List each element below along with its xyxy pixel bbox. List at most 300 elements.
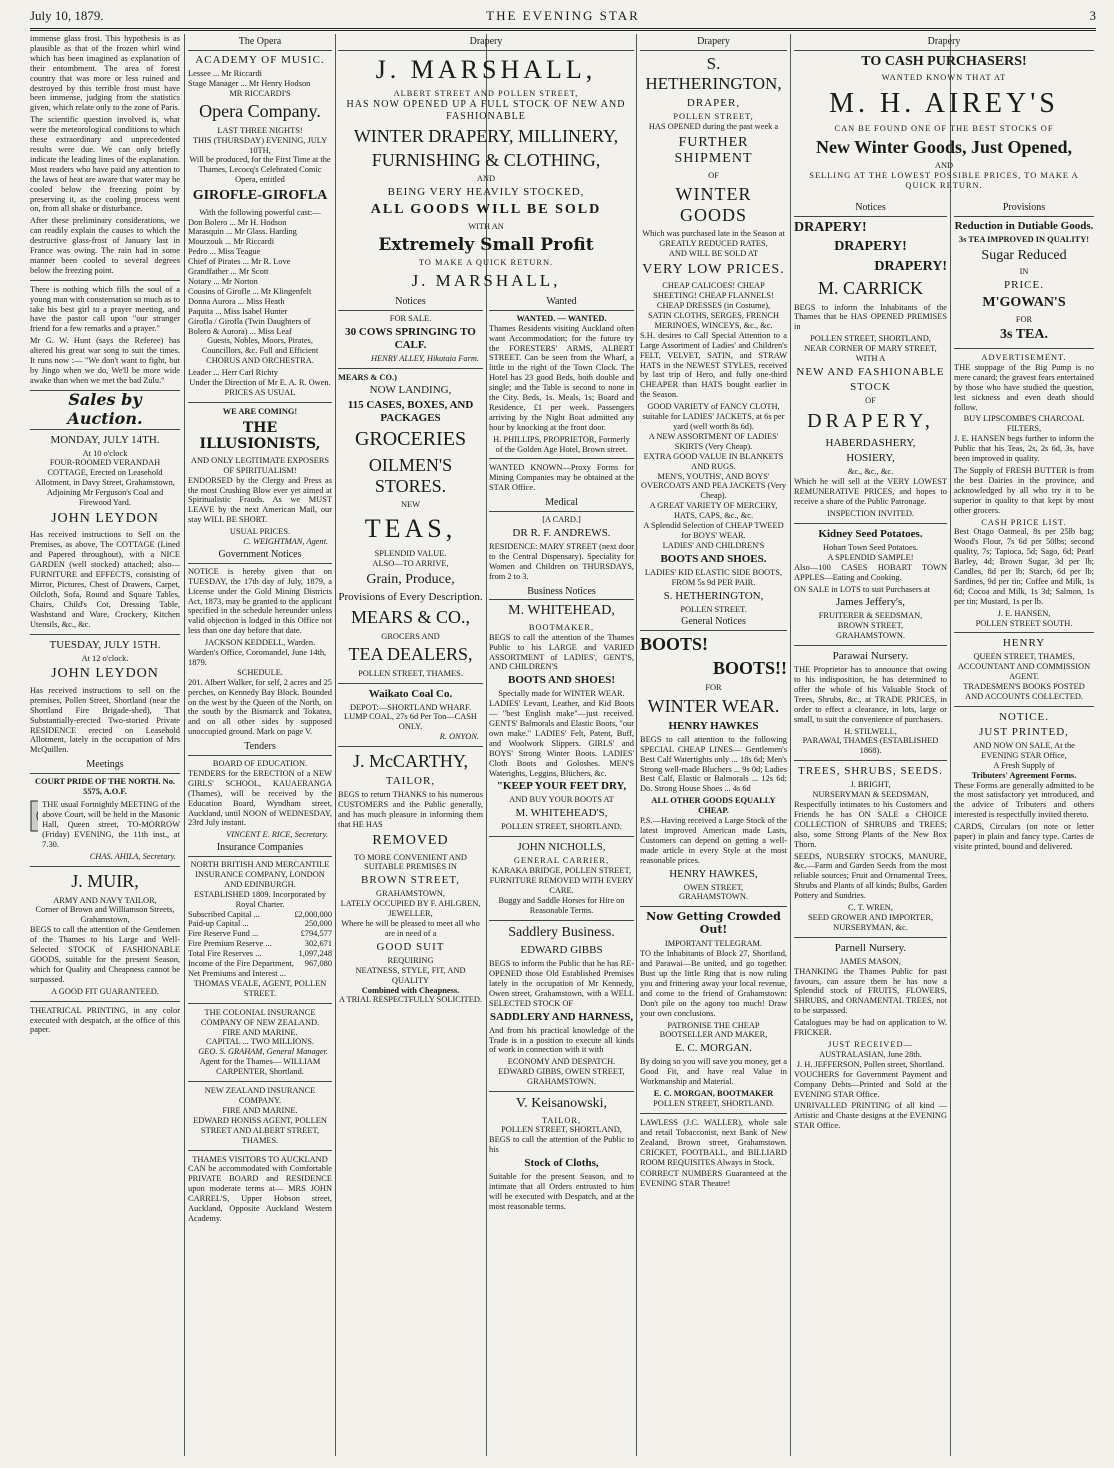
ad-headline: BROWN STREET,	[361, 874, 460, 887]
column-2	[188, 34, 332, 1458]
advertiser-name: E. C. MORGAN, BOOTMAKER	[653, 1089, 774, 1099]
advertiser-name: J. BRIGHT,	[850, 780, 891, 790]
ad-text: Catalogues may be had on application to W. FRICKER.	[794, 1018, 947, 1038]
ad-text: Which he will sell at the VERY LOWEST REMUNERATIVE PRICES, and hopes to receive a share of the Public Patronage.	[794, 477, 947, 507]
ad-text: A Splendid Selection of CHEAP TWEED for BOYS' WEAR.	[643, 521, 784, 540]
capital-value: 302,671	[304, 939, 332, 949]
ad-text: IMPORTANT TELEGRAM.	[664, 939, 763, 949]
column-6	[954, 200, 1094, 1458]
capital-row	[188, 919, 332, 929]
column-rule	[335, 34, 336, 1456]
advertiser-name: S. HETHERINGTON,	[663, 589, 764, 602]
ad-text: THEATRICAL PRINTING, in any color executed with despatch, at the office of this paper.	[30, 1005, 180, 1035]
ad-headline: "KEEP YOUR FEET DRY,	[496, 780, 627, 793]
ad-headline: NEW AND FASHIONABLE	[796, 366, 945, 379]
ad-heading: FOR SALE.	[389, 313, 432, 323]
advertiser-trade: TAILOR,	[541, 1115, 582, 1125]
cast-entry: Grandfather ... Mr Scott	[188, 267, 269, 277]
advertiser-name: J. McCARTHY,	[352, 751, 469, 772]
section-heading: Sales by Auction.	[30, 390, 180, 430]
insurance-type: FIRE AND MARINE.	[222, 1027, 298, 1037]
ad-headline: STOCK	[850, 380, 891, 393]
ad-text: LADIES' AND CHILDREN'S	[662, 540, 765, 550]
ad-headline: HOSIERY,	[846, 452, 895, 465]
capital-value: £2,000,000	[294, 909, 332, 919]
masthead	[30, 8, 1096, 31]
advertiser-name: M. WHITEHEAD,	[508, 603, 615, 619]
ad-text: LADIES' Levant, Leather, and Kid Boots— "best English make"—just received. GENTS' Balmorals and Elastic Boots, "our own make." LADIES' Felt, Patent, Buff, and Woolwork Slippers. GIRLS' and BOYS' Strong Winter Boots. LADIES' Cloth Boots and Goloshes. MEN'S Waterights, Leggins, Blüchers, &c.	[489, 699, 634, 778]
ad-text: BEGS to call the attention of the Gentlemen of the Thames to his Large and Well-Selected STOCK of FASHIONABLE GOODS, suitable for the present Season, which for Quality and Cheapness cannot be surpassed.	[30, 925, 180, 984]
ad-text: S.H. desires to Call Special Attention to a Large Assortment of Ladies' and Children's FELT, VELVET, SATIN, and STRAW HATS in the NEWEST STYLES, received by last trip of Hero, and fully one-third CHEAPER than HATS bought earlier in the Season.	[640, 330, 787, 400]
cast-entry: Donna Aurora ... Miss Heath	[188, 296, 285, 306]
ad-text: WANTED KNOWN—Proxy Forms for Mining Companies may be obtained at the STAR Office.	[489, 463, 634, 493]
capital-label: Fire Reserve Fund ...	[188, 929, 259, 939]
divider	[489, 836, 634, 837]
section-heading: Wanted	[489, 294, 634, 311]
divider	[188, 1003, 332, 1004]
sale-description: FOUR-ROOMED VERANDAH COTTAGE, Erected on Leasehold Allotment, in Davy Street, Grahamstown, Adjoining Mr Ferguson's Coal and Firewood Yard.	[35, 458, 175, 508]
advertiser-name: MEARS & CO.,	[350, 607, 471, 628]
ad-text: THE Proprietor has to announce that owing to his indisposition, he has determined to offer the whole of his Valuable Stock of Trees, Shrubs, &c., at TRADE PRICES, in order to effect a clearance, in lots, large or small, to suit the convenience of purchasers.	[794, 665, 947, 724]
capital-label: Subscribed Capital ...	[188, 909, 260, 919]
column-3a	[338, 294, 483, 1458]
cast-entry: Marasquin ... Mr Glass. Harding	[188, 227, 297, 237]
performance-text: Will be produced, for the First Time at the Thames, Lecocq's Celebrated Comic Opera, entitled	[189, 155, 331, 185]
divider	[489, 1091, 634, 1092]
column-rule	[950, 34, 951, 1456]
ad-headline: WINTER GOODS	[675, 183, 752, 225]
ad-text: SELLING AT THE LOWEST POSSIBLE PRICES, TO MAKE A QUICK RETURN.	[809, 171, 1079, 191]
ad-text: CHEAP CALICOES! CHEAP SHEETING! CHEAP FLANNELS!	[653, 281, 774, 301]
sale-time: At 10 o'clock	[82, 448, 128, 458]
section-heading: Notices	[794, 200, 947, 217]
advertiser-trade: GENERAL CARRIER,	[513, 856, 610, 866]
ad-tagline: A GOOD FIT GUARANTEED.	[51, 986, 159, 996]
ad-headline: Kidney Seed Potatoes.	[818, 527, 923, 540]
advertiser-address: POLLEN STREET, SHORTLAND,	[810, 334, 931, 344]
advertiser-trade: SEED GROWER AND IMPORTER, NURSERYMAN, &c.	[807, 912, 934, 932]
ad-text: FURNITURE REMOVED WITH EVERY CARE.	[489, 876, 634, 895]
ad-headline: GROCERIES	[354, 428, 467, 451]
ad-heading: NOTICE.	[998, 710, 1050, 723]
ad-text: CAN BE FOUND ONE OF THE BEST STOCKS OF	[834, 124, 1054, 134]
divider	[489, 458, 634, 459]
divider	[188, 1150, 332, 1151]
section-heading: General Notices	[640, 614, 787, 631]
capital-value: 967,080	[304, 959, 332, 969]
ad-headline: BOOTS AND SHOES.	[660, 552, 767, 565]
ad-text: WANTED KNOWN THAT AT	[881, 73, 1007, 83]
cast-entry: Mourzouk ... Mr Riccardi	[188, 237, 275, 247]
ad-headline: OILMEN'S STORES.	[368, 454, 453, 497]
ad-text: OF	[865, 395, 876, 405]
column-rule	[636, 34, 637, 1456]
agent-line: Agent for the Thames— WILLIAM CARPENTER, Shortland.	[199, 1057, 321, 1077]
ad-headline: Tributers' Agreement Forms.	[971, 770, 1077, 780]
cast-entry: Notary ... Mr Norton	[188, 277, 258, 287]
capital-label: Paid-up Capital ...	[188, 919, 249, 929]
ad-text: CAN be accommodated with Comfortable PRIVATE BOARD and RESIDENCE upon moderate terms at— MRS JOHN CARREL'S, Upper Hobson street, Auckland, Opposite Auckland Western Academy.	[188, 1164, 332, 1223]
ad-headline: 115 CASES, BOXES, AND PACKAGES	[347, 399, 474, 425]
ad-headline: TO CASH PURCHASERS!	[861, 53, 1027, 69]
advertiser-address: POLLEN STREET, THAMES.	[358, 668, 463, 678]
ad-text: THANKING the Thames Public for past favours, can assure them he has now a Splendid stock of FRUITS, FLOWERS, SHRUBS, and ORNAMENTAL TREES, not to be surpassed.	[794, 966, 947, 1016]
schedule-heading: SCHEDULE.	[237, 667, 283, 677]
advertiser-trade: FRUITERER & SEEDSMAN,	[818, 611, 923, 621]
column-4	[640, 34, 787, 1458]
ad-headline: FURNISHING & CLOTHING,	[371, 150, 601, 171]
ad-text: OF	[708, 170, 719, 180]
capital-row	[188, 910, 332, 920]
advertiser-address: KARAKA BRIDGE, POLLEN STREET,	[491, 866, 632, 876]
divider	[954, 706, 1094, 707]
advertiser-trade: ARMY AND NAVY TAILOR,	[53, 895, 157, 905]
advertiser-name: J. MUIR,	[71, 871, 139, 892]
advertiser-trade: TAILOR,	[385, 775, 436, 788]
ad-headline: BOOTS!	[640, 634, 709, 655]
ad-text: REQUIRING	[387, 955, 434, 965]
ad-heading: WE ARE COMING!	[222, 406, 298, 416]
ad-headline: Parnell Nursery.	[834, 941, 907, 954]
ad-text: BEGS to inform the Inhabitants of the Thames that he HAS OPENED PREMISES in	[794, 302, 947, 332]
sale-text: Has received instructions to sell on the premises, Pollen Street, Shortland (near the Shortland Fire Brigade-shed), That Substantially-erected Two-storied Private RESIDENCE erected on Leasehold Allotment, lately in the occupation of Mrs McQuillen.	[30, 685, 180, 755]
column-rule	[184, 34, 185, 1456]
divider	[794, 645, 947, 646]
ad-text: ON SALE in LOTS to suit Purchasers at	[794, 584, 931, 594]
signature: EDWARD GIBBS, OWEN STREET, GRAHAMSTOWN.	[498, 1067, 625, 1087]
section-heading: Tenders	[188, 739, 332, 756]
company-owner: MR RICCARDI'S	[229, 88, 291, 98]
divider	[489, 920, 634, 921]
ad-headline: New Winter Goods, Just Opened,	[815, 137, 1073, 158]
ad-text: BEGS to call the attention of the Public to his	[489, 1135, 634, 1155]
agent-line: THOMAS VEALE, AGENT, POLLEN STREET.	[193, 978, 327, 998]
cast-entry: Paquita ... Miss Isabel Hunter	[188, 306, 288, 316]
cast-entry: Pedro ... Miss Teague	[188, 247, 261, 257]
ad-headline: HABERDASHERY,	[825, 437, 916, 450]
divider	[954, 348, 1094, 349]
issue-date: July 10, 1879.	[30, 8, 104, 23]
ad-headline: Provisions of Every Description.	[338, 591, 483, 604]
advertiser-name: C. T. WREN,	[848, 903, 893, 913]
ad-text: Where he will be pleased to meet all who are in need of a	[341, 919, 480, 938]
capital-row	[188, 929, 332, 939]
capital-row	[188, 959, 332, 979]
ad-text: LATELY OCCUPIED BY F. AHLGREN, JEWELLER,	[340, 899, 481, 919]
ad-text: UNRIVALLED PRINTING of all kind —Artistic and Chaste designs at the EVENING STAR Office.	[794, 1101, 947, 1131]
ad-text: BEGS to call the attention of the Thames Public to his LARGE and VARIED ASSORTMENT of LADIES', GENT'S, AND CHILDREN'S	[489, 632, 634, 672]
advertiser-name: EDWARD GIBBS	[520, 944, 603, 957]
divider	[30, 866, 180, 867]
ad-text: A SPLENDID SAMPLE!	[827, 552, 914, 562]
advertiser-name: James Jeffery's,	[836, 596, 905, 609]
prices-note: PRICES AS USUAL	[224, 387, 296, 397]
divider	[188, 402, 332, 403]
advertiser-address: Corner of Brown and Williamson Streets, Grahamstown,	[35, 905, 175, 925]
notice-text: NOTICE is hereby given that on TUESDAY, the 17th day of July, 1879, a License under the Gold Mining Districts Act, 1873, may be granted to the applicant specified in the schedule hereunder unless valid objection is lodged in this Office not less than one day before that date.	[188, 566, 332, 636]
company-name: Opera Company.	[199, 101, 321, 122]
ad-heading: ADVERTISEMENT.	[981, 353, 1067, 362]
divider	[338, 683, 483, 684]
section-heading: Drapery	[338, 34, 634, 51]
signature: CHAS. AHILA, Secretary.	[89, 852, 176, 862]
section-heading: Government Notices	[188, 547, 332, 564]
advertiser-address: GRAHAMSTOWN.	[679, 892, 748, 902]
ad-text: By doing so you will save you money, get a Good Fit, and have real Value in Workmanship and Material.	[640, 1057, 787, 1087]
ad-headline: SADDLERY AND HARNESS,	[489, 1010, 634, 1023]
board-name: BOARD OF EDUCATION.	[212, 758, 308, 768]
ad-headline: TEA DEALERS,	[348, 644, 473, 665]
column-1	[30, 34, 180, 1458]
ad-text: CARDS, Circulars (on note or letter paper) in plain and fancy type. Cartes de visite printed, bound and delivered.	[954, 822, 1094, 851]
sale-date: MONDAY, JULY 14TH.	[50, 433, 160, 446]
ad-headline: Saddlery Business.	[508, 924, 615, 940]
meeting-notice	[30, 800, 180, 850]
ad-text: Suitable for the present Season, and to intimate that all Orders entrusted to him will be executed with Despatch, and at the most reasonable terms.	[489, 1172, 634, 1211]
column-5	[794, 200, 947, 1458]
signature: JACKSON KEDDELL, Warden.	[204, 638, 316, 648]
ad-text: AND NOW ON SALE, At the EVENING STAR Office,	[973, 740, 1075, 760]
ad-text: The Supply of FRESH BUTTER is from the best Dairies in the province, and acknowledged by all who try it to be superior in quality to that kept by most other grocers.	[954, 465, 1094, 515]
ad-headline: JUST PRINTED,	[979, 725, 1069, 738]
divider	[338, 746, 483, 747]
signature: H. PHILLIPS, PROPRIETOR, Formerly of the Golden Age Hotel, Brown street.	[493, 434, 630, 454]
ad-headline: BOOTS!!	[712, 658, 787, 679]
capital-label: Fire Premium Reserve ...	[188, 939, 272, 949]
cast-heading: With the following powerful cast:—	[199, 207, 321, 217]
capital-value: 250,000	[304, 919, 332, 929]
opera-title: GIROFLE-GIROFLA	[192, 188, 328, 204]
ad-text: Thames Residents visiting Auckland often want Accommodation; for the future try the FORESTERS' ARMS, ALBERT STREET. Can be seen from the Wharf, a little to the right of the Town Clock. The Hotel has 23 good Beds, both double and single; and the Table is second to none in the City. Beds, 1s. Meals, 1s; Board and Residence, £1 per week. Passengers arriving by the Night Boat admitted any hour by knocking at the front door.	[489, 323, 634, 432]
advertiser-name: Waikato Coal Co.	[368, 687, 453, 700]
ad-text: Buggy and Saddle Horses for Hire on Reasonable Terms.	[498, 895, 625, 915]
divider	[30, 634, 180, 635]
ad-headline: DRAPERY!	[794, 219, 867, 235]
ad-text: BEGS to return THANKS to his numerous CUSTOMERS and the Public generally, and has much pleasure in informing them that HE HAS	[338, 790, 483, 830]
divider	[954, 632, 1094, 633]
ad-text: Hobart Town Seed Potatoes.	[822, 542, 919, 552]
ad-headline: Extremely Small Profit	[378, 234, 594, 255]
ad-text: TO the Inhabitants of Block 27, Shortland, and Parawai—Be united, and go together. Bust up the little Ring that is now ruling you and frittering away your local revenue, and come to the friend of Grahamstown: Don't pile on the agony too much! Draw your own conclusions.	[640, 949, 787, 1018]
card-label: [A CARD.]	[542, 515, 581, 524]
credit-line: Leader ... Herr Carl Richty	[188, 368, 278, 378]
ad-headline: WINTER WEAR.	[647, 695, 780, 716]
ad-text: NEATNESS, STYLE, FIT, AND QUALITY	[355, 965, 466, 985]
ad-text: DEPOT:—SHORTLAND WHARF.	[349, 702, 472, 712]
ad-text: BEGS to call attention to the following SPECIAL CHEAP LINES— Gentlemen's Best Calf Watertights only ... 18s 6d; Men's Strong well-made Bluchers ... 9s 0d; Ladies Best Calf, Elastic or Balmorals ... 12s 6d; Do. Strong House Shoes ... 4s 6d	[640, 734, 787, 794]
advertiser-name: DR R. F. ANDREWS.	[512, 526, 611, 539]
divider	[30, 280, 180, 281]
ad-text: NOW LANDING,	[369, 384, 452, 397]
advertiser-address: BROWN STREET,	[837, 621, 904, 631]
section-heading: The Opera	[188, 34, 332, 51]
ad-text: AND	[934, 161, 954, 171]
ad-text: GROCERS AND	[381, 631, 440, 641]
advertiser-trade: BOOTMAKER,	[528, 622, 595, 632]
ad-text: BEGS to inform the Public that he has RE-OPENED those Old Established Premises lately in the occupation of Mr Kennedy, Owen street, Grahamstown, with a WELL SELECTED STOCK OF	[489, 959, 634, 1008]
ad-text: MEN'S, YOUTHS', AND BOYS' OVERCOATS AND PEA JACKETS (Very Cheap).	[640, 471, 787, 501]
ad-text: AND WILL BE SOLD AT	[668, 248, 759, 258]
ad-headline: ALL GOODS WILL BE SOLD	[370, 202, 602, 218]
ad-headline: Now Getting Crowded Out!	[646, 910, 781, 937]
section-heading: Business Notices	[489, 584, 634, 601]
ad-headline: REMOVED	[372, 833, 449, 848]
advertiser-name: S. HETHERINGTON,	[645, 53, 782, 93]
ad-text: GOOD VARIETY of FANCY CLOTH, suitable for LADIES' JACKETS, at 6s per yard (well worth 8s 6d).	[642, 402, 785, 431]
ad-headline: Stock of Cloths,	[524, 1157, 599, 1170]
marshall-advert	[338, 34, 634, 289]
credit-line: Under the Direction of Mr E. A. R. Owen.	[189, 378, 331, 388]
ad-text: LADIES' KID ELASTIC SIDE BOOTS, FROM 5s 9d PER PAIR.	[644, 567, 783, 587]
ad-headline: Reduction in Dutiable Goods.	[954, 219, 1094, 232]
ad-text: A Fresh Supply of	[993, 760, 1055, 770]
ad-text: IN	[1019, 267, 1029, 277]
ad-headline: VERY LOW PRICES.	[642, 261, 785, 277]
ad-headline: Parawai Nursery.	[832, 650, 909, 663]
lodge-name: COURT PRIDE OF THE NORTH. No. 5575, A.O.F.	[34, 777, 176, 796]
run-notice: LAST THREE NIGHTS!	[217, 125, 303, 135]
section-heading: Medical	[489, 495, 634, 512]
cast-list	[188, 218, 332, 337]
advertiser-address: POLLEN STREET SOUTH.	[975, 618, 1073, 628]
column-3b	[489, 294, 634, 1458]
ad-text: VOUCHERS for Government Payment and Company Debts—Printed and Sold at the EVENING STAR Office.	[794, 1069, 947, 1099]
divider	[338, 368, 483, 369]
ad-headline: WINTER DRAPERY, MILLINERY,	[353, 125, 619, 146]
ad-text: LUMP COAL, 27s 6d Per Ton—CASH ONLY.	[344, 712, 477, 732]
ad-text: And from his practical knowledge of the Trade is in a position to execute all kinds of work in connection with it with	[489, 1025, 634, 1055]
divider	[794, 523, 947, 524]
section-heading: Meetings	[30, 757, 180, 774]
performance-date: THIS (THURSDAY) EVENING, JULY 10TH,	[192, 135, 328, 155]
ad-text: TO MORE CONVENIENT AND SUITABLE PREMISES IN	[354, 852, 467, 872]
signature: C. WEIGHTMAN, Agent.	[243, 537, 328, 547]
ad-headline: TREES, SHRUBS, SEEDS.	[798, 765, 943, 778]
article-paragraph: The scientific question involved is, what were the meteorological conditions to which these extraordinary and unprecedented results were due. We can only briefly indicate the leading lines of the explanation. Most readers who have paid any attention to the laws of heat are aware that water may be cooled below the freezing point by preserving it, as the cooling process went on, from all shake or disturbance.	[30, 115, 180, 214]
advertiser-name: HENRY HAWKES	[668, 719, 759, 732]
advertiser-address: POLLEN STREET, SHORTLAND.	[501, 822, 622, 832]
advertiser-name: J. E. HANSEN,	[997, 608, 1051, 618]
lodge-emblem-icon	[30, 800, 38, 832]
advertiser-name: M. H. AIREY'S	[829, 88, 1059, 120]
capital-line: CAPITAL ... TWO MILLIONS.	[206, 1037, 314, 1047]
ad-text: NEAR CORNER OF MARY STREET, WITH A	[804, 344, 937, 364]
advertiser-name: E. C. MORGAN.	[675, 1042, 752, 1055]
ad-text: HAS NOW OPENED UP A FULL STOCK OF NEW AND FASHIONABLE	[346, 99, 626, 123]
article-paragraph: Mr G. W. Hunt (says the Referee) has altered his great war song to suit the times. It runs now :— "We don't want to fight, but by Jingo when we do, We'll be more wide awake than when we met the bad Zulu."	[30, 336, 180, 385]
advertiser-name: M. CARRICK	[817, 278, 924, 299]
advertiser-name: H. STILWELL,	[844, 726, 897, 736]
newspaper-title: THE EVENING STAR	[486, 8, 640, 23]
advertiser-name: MEARS & CO.)	[338, 372, 397, 382]
signature: R. ONYON.	[439, 732, 479, 742]
signature: HENRY ALLEY, Hikutaia Farm.	[370, 353, 479, 363]
section-heading: Provisions	[954, 200, 1094, 217]
meeting-text: THE usual Fortnightly MEETING of the above Court, will be held in the Masonic Hall, Queen street, TO-MORROW (Friday) EVENING, the 11th inst., at 7.30.	[42, 799, 180, 849]
advertiser-address: OWEN STREET,	[683, 882, 744, 892]
capital-value: £794,577	[300, 929, 332, 939]
section-heading: Drapery	[794, 34, 1094, 51]
advertiser-trade: DRAPER,	[686, 96, 741, 109]
advertiser-address: POLLEN STREET, SHORTLAND.	[653, 1098, 774, 1108]
ad-text: ECONOMY AND DESPATCH.	[507, 1057, 616, 1067]
act-name: THE ILLUSIONISTS,	[199, 419, 321, 453]
ad-headline: BOOTS AND SHOES!	[508, 674, 615, 687]
ad-text: SATIN CLOTHS, SERGES, FRENCH MERINOES, WINCEYS, &c., &c.	[648, 311, 779, 330]
notice-date: Warden's Office, Coromandel, June 14th, 1879.	[188, 648, 327, 667]
ad-text: BUY LIPSCOMBE'S CHARCOAL FILTERS,	[963, 414, 1085, 434]
insurer-name: NEW ZEALAND INSURANCE COMPANY.	[204, 1086, 316, 1105]
ad-text: Specially made for WINTER WEAR.	[498, 689, 625, 699]
capital-label: Income of the Fire Department, Net Premiums and Interest ...	[188, 959, 294, 978]
advertiser-address: POLLEN STREET.	[680, 604, 747, 614]
ad-headline: 3s TEA.	[1000, 327, 1048, 343]
ad-text: &c., &c., &c.	[847, 467, 894, 477]
capital-value: 1,097,248	[298, 949, 332, 959]
page-number: 3	[1089, 8, 1096, 23]
column-rule	[790, 34, 791, 1456]
ad-text: EXTRA GOOD VALUE IN BLANKETS AND RUGS.	[643, 451, 784, 471]
ad-headline: PRICE.	[1004, 279, 1044, 292]
credit-line: Stage Manager ... Mr Henry Hodson	[188, 78, 311, 88]
advertiser-name: JOHN NICHOLLS,	[517, 841, 606, 854]
ad-text: FOR	[1015, 314, 1033, 324]
auctioneer-name: JOHN LEYDON	[51, 666, 159, 682]
advertiser-address: PARAWAI, THAMES (ESTABLISHED 1868).	[802, 736, 939, 756]
ad-text: ENDORSED by the Clergy and Press as the most Crushing Blow ever yet aimed at Spiritualistic Frauds. As we MUST LEAVE by the next American Mail, our stay WILL BE SHORT.	[188, 475, 332, 525]
section-heading: Drapery	[640, 34, 787, 51]
airey-advert	[794, 34, 1094, 194]
credit-line: Lessee ... Mr Riccardi	[188, 68, 262, 78]
advertiser-name: J. MARSHALL,	[411, 270, 561, 289]
ad-text: THE stoppage of the Big Pump is no mere canard; the gravest fears entertained by those who have studied the question, lest sickness and even death should follow.	[954, 362, 1094, 412]
ad-text: FOR	[705, 682, 722, 692]
advertiser-trade: ACCOUNTANT AND COMMISSION AGENT.	[957, 662, 1091, 682]
ad-headline: FURTHER SHIPMENT	[674, 134, 753, 167]
insurance-type: FIRE AND MARINE.	[222, 1105, 298, 1115]
ad-text: NEW	[400, 500, 421, 510]
divider	[794, 760, 947, 761]
advertiser-address: POLLEN STREET,	[673, 111, 754, 121]
insurer-name: THE COLONIAL INSURANCE COMPANY OF NEW ZEALAND.	[200, 1007, 320, 1027]
advertiser-name: V. Keisanowski,	[515, 1096, 608, 1112]
insurer-established: ESTABLISHED 1809. Incorporated by Royal Charter.	[194, 889, 326, 909]
section-heading: Insurance Companies	[188, 840, 332, 857]
ad-text: WITH AN	[468, 221, 504, 231]
ad-heading: WANTED. — WANTED.	[516, 313, 607, 323]
ad-heading: CASH PRICE LIST.	[981, 517, 1067, 527]
ad-text: TRADESMEN'S BOOKS POSTED AND ACCOUNTS COLLECTED.	[963, 682, 1085, 702]
ad-text: A GREAT VARIETY OF MERCERY, HATS, CAPS, &c., &c.	[649, 501, 778, 521]
auctioneer-name: JOHN LEYDON	[51, 510, 159, 526]
ad-text: ALSO—TO ARRIVE,	[372, 558, 449, 568]
section-heading: Notices	[338, 294, 483, 311]
ad-text: These Forms are generally admitted to be the most satisfactory yet introduced, and the advice of Tributers and others interested is respectfully invited thereto.	[954, 780, 1094, 820]
cast-entry: Don Bolero ... Mr H. Hodson	[188, 217, 287, 227]
ad-heading: THAMES VISITORS TO AUCKLAND	[192, 1154, 328, 1164]
venue-name: ACADEMY OF MUSIC.	[195, 53, 325, 66]
ad-text: GRAHAMSTOWN,	[376, 889, 445, 899]
article-paragraph: immense glass frost. This hypothesis is as plausible as that of the frozen whirl wind which has been imagined as explanation of their entombment. The area of forest country that was more or less ruined and destroyed by this terrible frost must have been immense, judging from the statistics given, which relate only to the zone of Paris.	[30, 34, 180, 113]
ad-text: HAS OPENED during the past week a	[648, 121, 779, 131]
ad-text: TO MAKE A QUICK RETURN.	[418, 257, 554, 267]
sale-text: Has received instructions to Sell on the Premises, as above, The COTTAGE (Lined and Papered throughout), with a NICE GARDEN (well stocked) attached; also—FURNITURE and EFFECTS, consisting of Mirror, Pictures, Chest of Drawers, Carpet, Oilcloth, Sofa, Round and Square Tables, Chairs, Child's Cot, Dressing Table, Washstand and Ware, Crockery, Kitchen Utensils, &c., &c.	[30, 530, 180, 629]
advertiser-name: M'GOWAN'S	[982, 295, 1066, 311]
ad-text: SPLENDID VALUE.	[374, 549, 447, 558]
signature: VINCENT E. RICE, Secretary.	[226, 830, 328, 840]
divider	[188, 1081, 332, 1082]
advertiser-address: QUEEN STREET, THAMES,	[973, 652, 1075, 662]
